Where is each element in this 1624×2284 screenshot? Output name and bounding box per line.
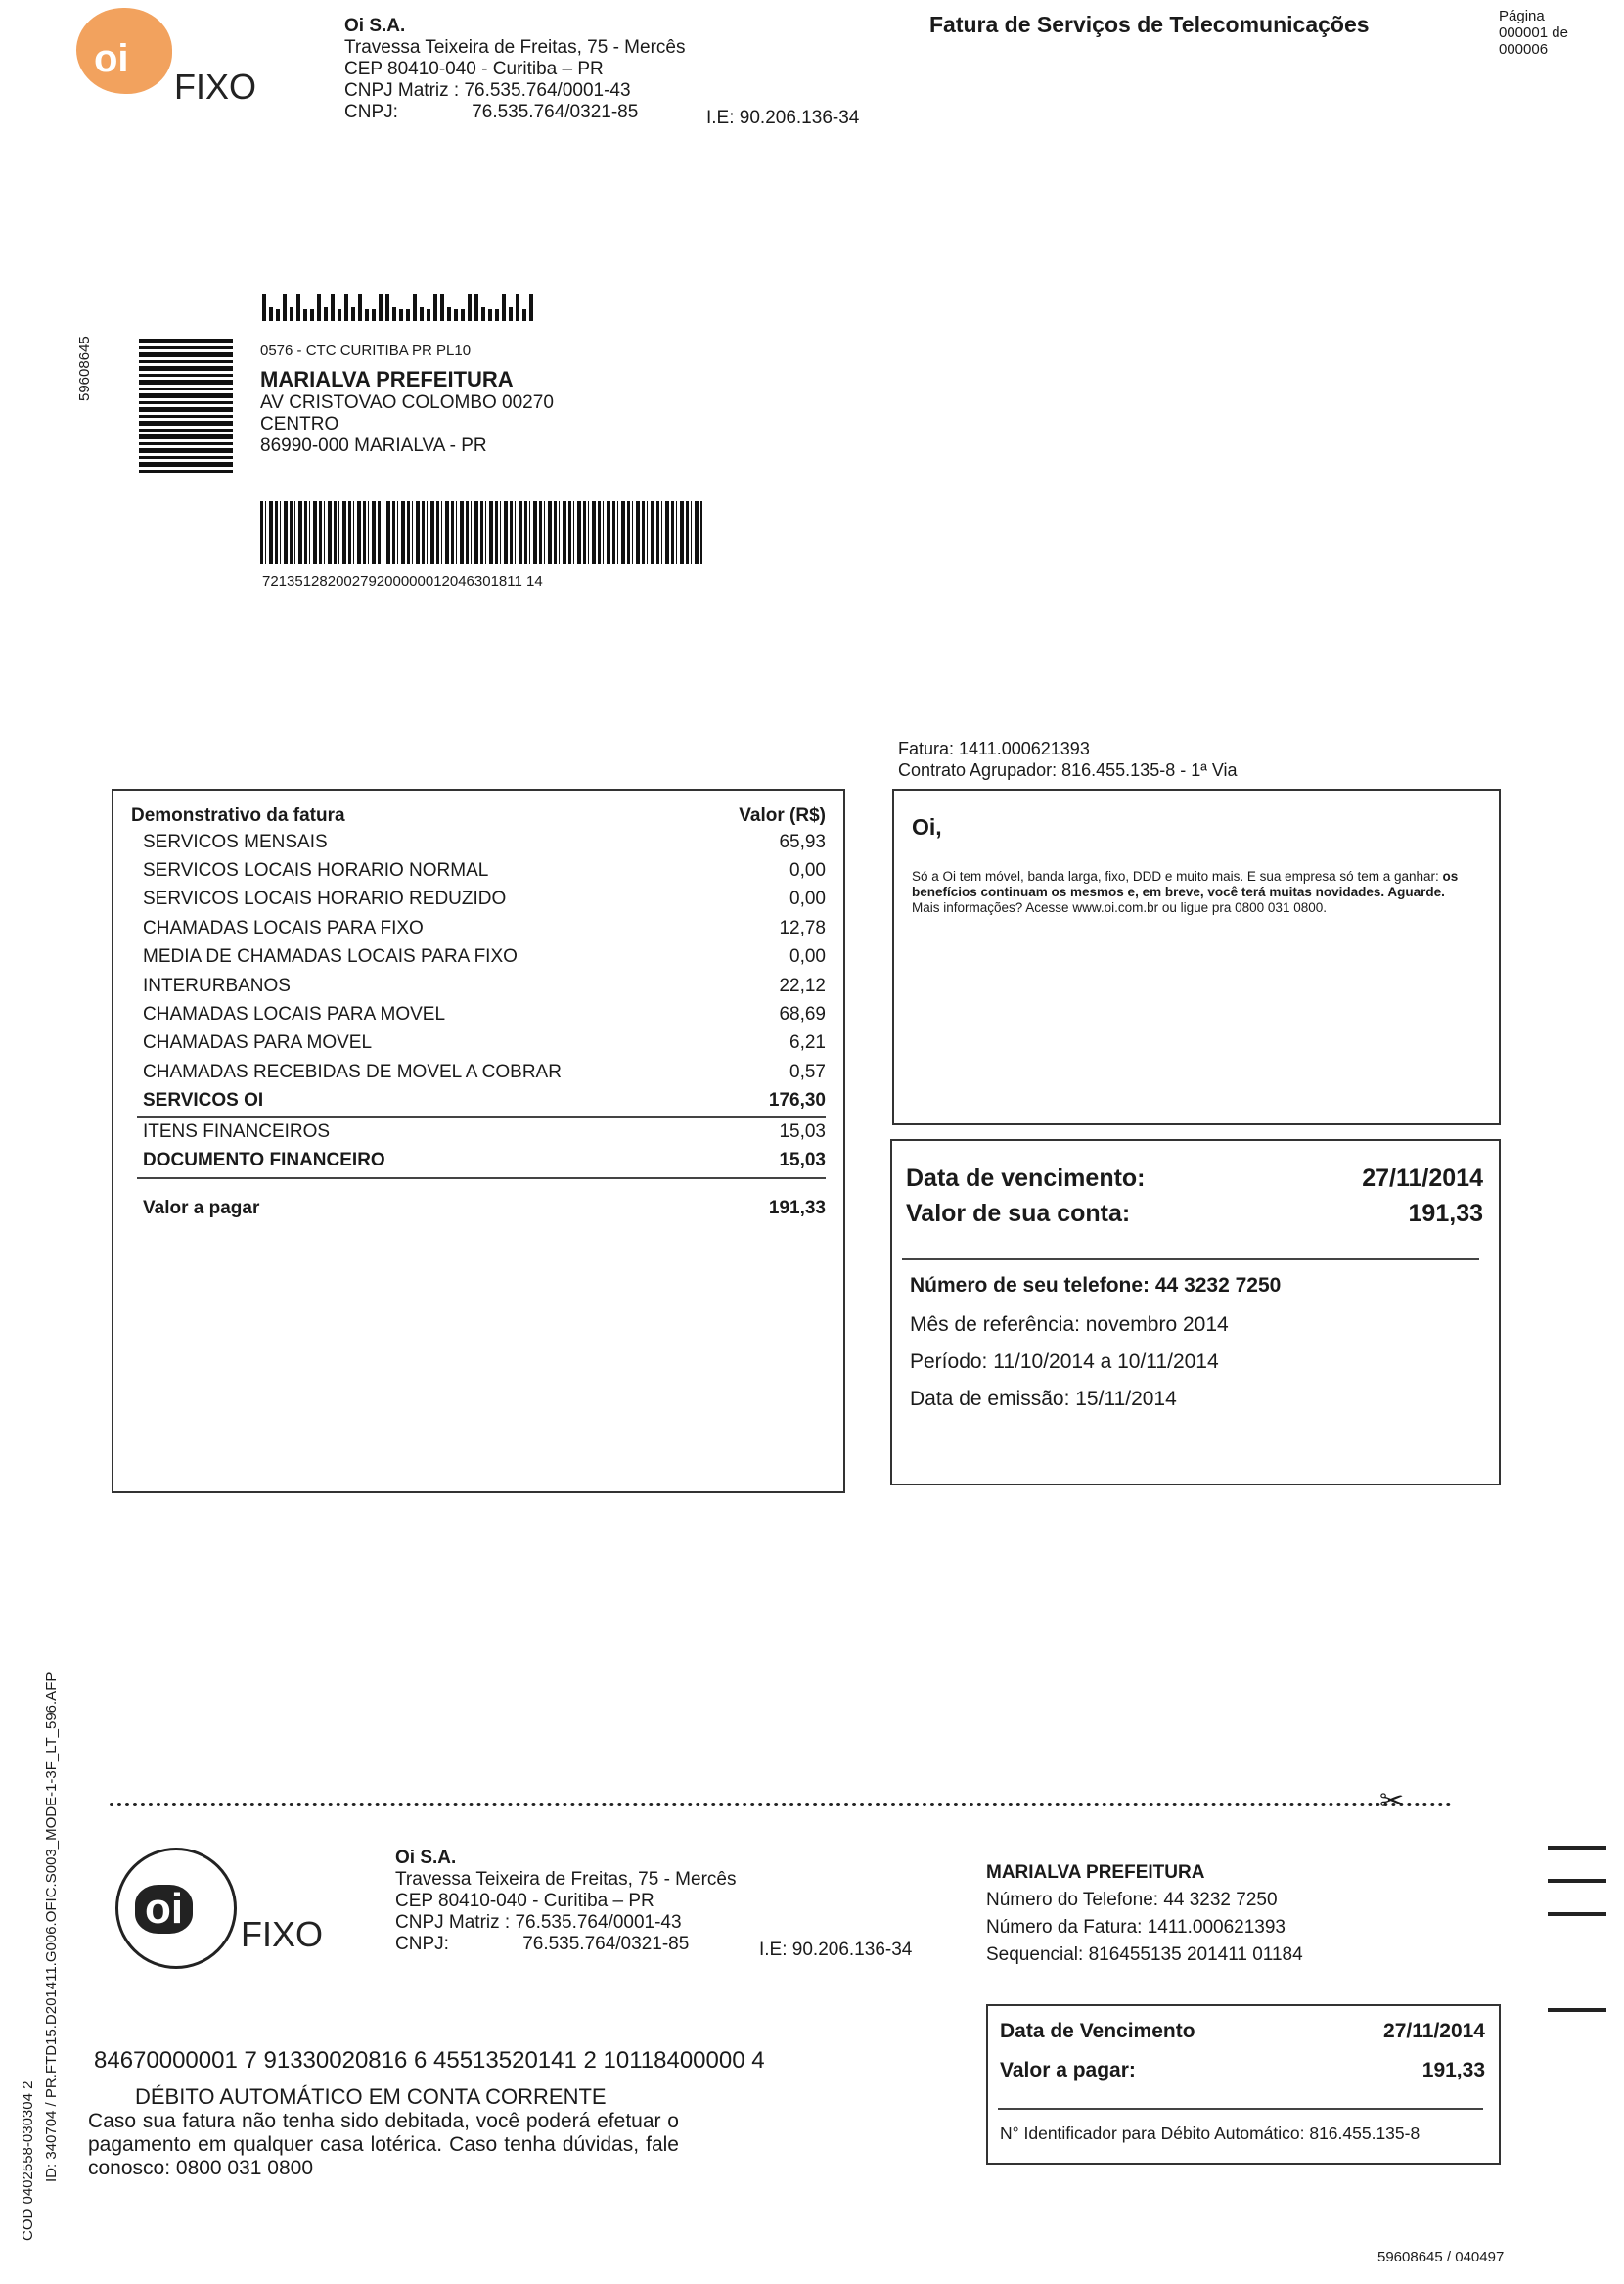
recipient-city: 86990-000 MARIALVA - PR [260, 435, 487, 456]
side-code-id: ID: 340704 / PR.FTD15.D201411.G006.OFIC.S003_MODE-1-3F_LT_596.AFP [43, 1671, 60, 2182]
stub-cnpj-value: 76.535.764/0321-85 [522, 1934, 690, 1954]
logo-product: FIXO [174, 67, 257, 107]
total-value: 191,33 [768, 1198, 826, 1219]
stub-mark-1 [1548, 1846, 1606, 1850]
page-label: Página [1499, 8, 1545, 24]
statement-row-label: MEDIA DE CHAMADAS LOCAIS PARA FIXO [143, 946, 518, 968]
recipient-name: MARIALVA PREFEITURA [260, 367, 514, 391]
stub-company-block [395, 1848, 736, 1955]
message-greeting: Oi, [912, 814, 942, 840]
postal-barcode [262, 292, 533, 321]
financial-document-row [113, 1146, 843, 1174]
company-name: Oi S.A. [344, 16, 406, 36]
stub-company-cnpj-matriz: CNPJ Matriz : 76.535.764/0001-43 [395, 1912, 682, 1933]
total-label: Valor a pagar [143, 1198, 260, 1219]
cnpj-label: CNPJ: [344, 102, 398, 122]
stub-logo-product: FIXO [241, 1914, 324, 1954]
stub-due-value: 27/11/2014 [1383, 2020, 1485, 2042]
summary-rule [902, 1258, 1479, 1260]
summary-box [890, 1139, 1501, 1485]
company-cep: CEP 80410-040 - Curitiba – PR [344, 59, 604, 79]
amount-label: Valor de sua conta: [906, 1200, 1131, 1227]
statement-row-label: INTERURBANOS [143, 975, 291, 996]
phone-number: Número de seu telefone: 44 3232 7250 [910, 1274, 1282, 1297]
statement-row-value: 0,00 [789, 889, 826, 910]
statement-row [137, 1058, 843, 1086]
statement-title: Demonstrativo da fatura [131, 805, 345, 826]
stub-pay-value: 191,33 [1421, 2059, 1485, 2081]
stub-company-ie: I.E: 90.206.136-34 [759, 1940, 913, 1960]
page-number: 000001 de [1499, 24, 1568, 41]
stub-mark-4 [1548, 2008, 1606, 2012]
value-column-header: Valor (R$) [739, 805, 826, 826]
financial-items-label: ITENS FINANCEIROS [143, 1120, 331, 1142]
statement-row-value: 65,93 [779, 831, 826, 852]
subtotal-value: 176,30 [768, 1090, 826, 1112]
due-date-value: 27/11/2014 [1362, 1165, 1483, 1192]
statement-row-label: SERVICOS MENSAIS [143, 831, 328, 852]
recipient-street: AV CRISTOVAO COLOMBO 00270 [260, 392, 554, 413]
statement-subtotal-row [113, 1087, 843, 1116]
financial-items-row [113, 1118, 843, 1146]
stub-cnpj-label: CNPJ: [395, 1934, 449, 1954]
mailing-vertical-code: 59608645 [76, 336, 93, 401]
page-total: 000006 [1499, 41, 1549, 58]
stub-digitable-line: 84670000001 7 91330020816 6 45513520141 2 10118400000 4 [94, 2047, 765, 2074]
message-text-bold: os benefícios continuam os mesmos e, em breve, você terá muitas novidades. Aguarde. [912, 869, 1459, 899]
stub-payment-rule [998, 2108, 1483, 2110]
stub-company-name: Oi S.A. [395, 1848, 457, 1868]
stub-logo-brand: oi [135, 1885, 193, 1934]
statement-row-value: 22,12 [779, 975, 826, 996]
statement-row [137, 828, 843, 856]
page-indicator [1499, 8, 1568, 58]
stub-mark-2 [1548, 1879, 1606, 1883]
message-text-1: Só a Oi tem móvel, banda larga, fixo, DDD e muito mais. E sua empresa só tem a ganhar: [912, 869, 1439, 884]
message-box [892, 789, 1501, 1125]
statement-row-value: 0,57 [789, 1061, 826, 1082]
footer-code: 59608645 / 040497 [1377, 2249, 1505, 2265]
invoice-number: Fatura: 1411.000621393 [898, 739, 1090, 758]
statement-row [137, 914, 843, 942]
statement-row [137, 1029, 843, 1058]
side-code-cod: COD 0402558-030304 2 [20, 2080, 36, 2241]
oi-fixo-logo [76, 8, 272, 115]
statement-row-label: SERVICOS LOCAIS HORARIO REDUZIDO [143, 889, 507, 910]
total-row [113, 1195, 843, 1223]
financial-document-label: DOCUMENTO FINANCEIRO [143, 1149, 385, 1170]
financial-items-value: 15,03 [779, 1120, 826, 1142]
company-ie: I.E: 90.206.136-34 [706, 108, 860, 128]
statement-rows [113, 828, 843, 1087]
statement-row [137, 856, 843, 885]
stub-customer-name: MARIALVA PREFEITURA [986, 1862, 1205, 1883]
statement-row [137, 943, 843, 972]
stub-logo [115, 1848, 380, 1975]
stub-auto-debit-title: DÉBITO AUTOMÁTICO EM CONTA CORRENTE [135, 2084, 607, 2109]
stub-company-address: Travessa Teixeira de Freitas, 75 - Mercês [395, 1869, 737, 1890]
cut-line [110, 1803, 1452, 1806]
mailing-barcode [260, 501, 702, 564]
reference-month: Mês de referência: novembro 2014 [910, 1313, 1229, 1336]
statement-header [113, 804, 843, 828]
stub-sequence: Sequencial: 816455135 201411 01184 [986, 1944, 1303, 1965]
contract-number: Contrato Agrupador: 816.455.135-8 - 1ª Via [898, 760, 1238, 780]
statement-box [112, 789, 845, 1493]
stub-payment-note: Caso sua fatura não tenha sido debitada, você poderá efetuar o pagamento em qualquer casa lotérica. Caso tenha dúvidas, fale conosco: 0800 031 0800 [88, 2110, 679, 2179]
document-title: Fatura de Serviços de Telecomunicações [929, 12, 1370, 37]
statement-row-value: 0,00 [789, 946, 826, 968]
logo-brand: oi [94, 37, 129, 80]
stub-debit-id: N° Identificador para Débito Automático: 816.455.135-8 [1000, 2124, 1421, 2143]
company-cnpj-matriz: CNPJ Matriz : 76.535.764/0001-43 [344, 80, 631, 101]
statement-row-label: CHAMADAS LOCAIS PARA FIXO [143, 917, 424, 938]
mailing-stack-barcode [139, 339, 233, 476]
billing-period: Período: 11/10/2014 a 10/11/2014 [910, 1350, 1219, 1373]
cnpj-value: 76.535.764/0321-85 [472, 102, 639, 122]
statement-row-label: SERVICOS LOCAIS HORARIO NORMAL [143, 860, 489, 882]
issue-date: Data de emissão: 15/11/2014 [910, 1388, 1177, 1410]
due-date-label: Data de vencimento: [906, 1165, 1146, 1192]
stub-invoice: Número da Fatura: 1411.000621393 [986, 1917, 1286, 1938]
message-text-2: Mais informações? Acesse www.oi.com.br ou ligue pra 0800 031 0800. [912, 900, 1327, 915]
subtotal-label: SERVICOS OI [143, 1090, 264, 1112]
statement-row-value: 68,69 [779, 1004, 826, 1026]
mailing-barcode-number: 72135128200279200000012046301811 14 [262, 573, 543, 590]
invoice-reference [898, 738, 1238, 781]
stub-due-label: Data de Vencimento [1000, 2020, 1195, 2042]
financial-document-value: 15,03 [779, 1149, 826, 1170]
scissors-icon: ✂ [1379, 1785, 1405, 1817]
total-rule [137, 1177, 826, 1179]
stub-customer-block [986, 1859, 1303, 1969]
message-text [912, 869, 1487, 916]
stub-company-cnpj [395, 1934, 736, 1955]
amount-value: 191,33 [1408, 1200, 1483, 1227]
statement-row-value: 0,00 [789, 860, 826, 882]
statement-row-label: CHAMADAS LOCAIS PARA MOVEL [143, 1004, 446, 1026]
statement-row [137, 1000, 843, 1028]
statement-row [137, 886, 843, 914]
stub-mark-3 [1548, 1912, 1606, 1916]
statement-row-value: 6,21 [789, 1032, 826, 1054]
statement-row-label: CHAMADAS RECEBIDAS DE MOVEL A COBRAR [143, 1061, 562, 1082]
stub-company-cep: CEP 80410-040 - Curitiba – PR [395, 1891, 654, 1911]
statement-row [137, 972, 843, 1000]
mailing-route: 0576 - CTC CURITIBA PR PL10 [260, 343, 472, 359]
statement-row-label: CHAMADAS PARA MOVEL [143, 1032, 373, 1054]
stub-pay-label: Valor a pagar: [1000, 2059, 1136, 2081]
statement-row-value: 12,78 [779, 917, 826, 938]
company-cnpj [344, 102, 685, 123]
company-block [344, 16, 685, 123]
mailing-address [260, 343, 554, 457]
company-address: Travessa Teixeira de Freitas, 75 - Mercês [344, 37, 686, 58]
stub-payment-box [986, 2004, 1501, 2165]
recipient-district: CENTRO [260, 414, 339, 434]
stub-phone: Número do Telefone: 44 3232 7250 [986, 1890, 1278, 1910]
